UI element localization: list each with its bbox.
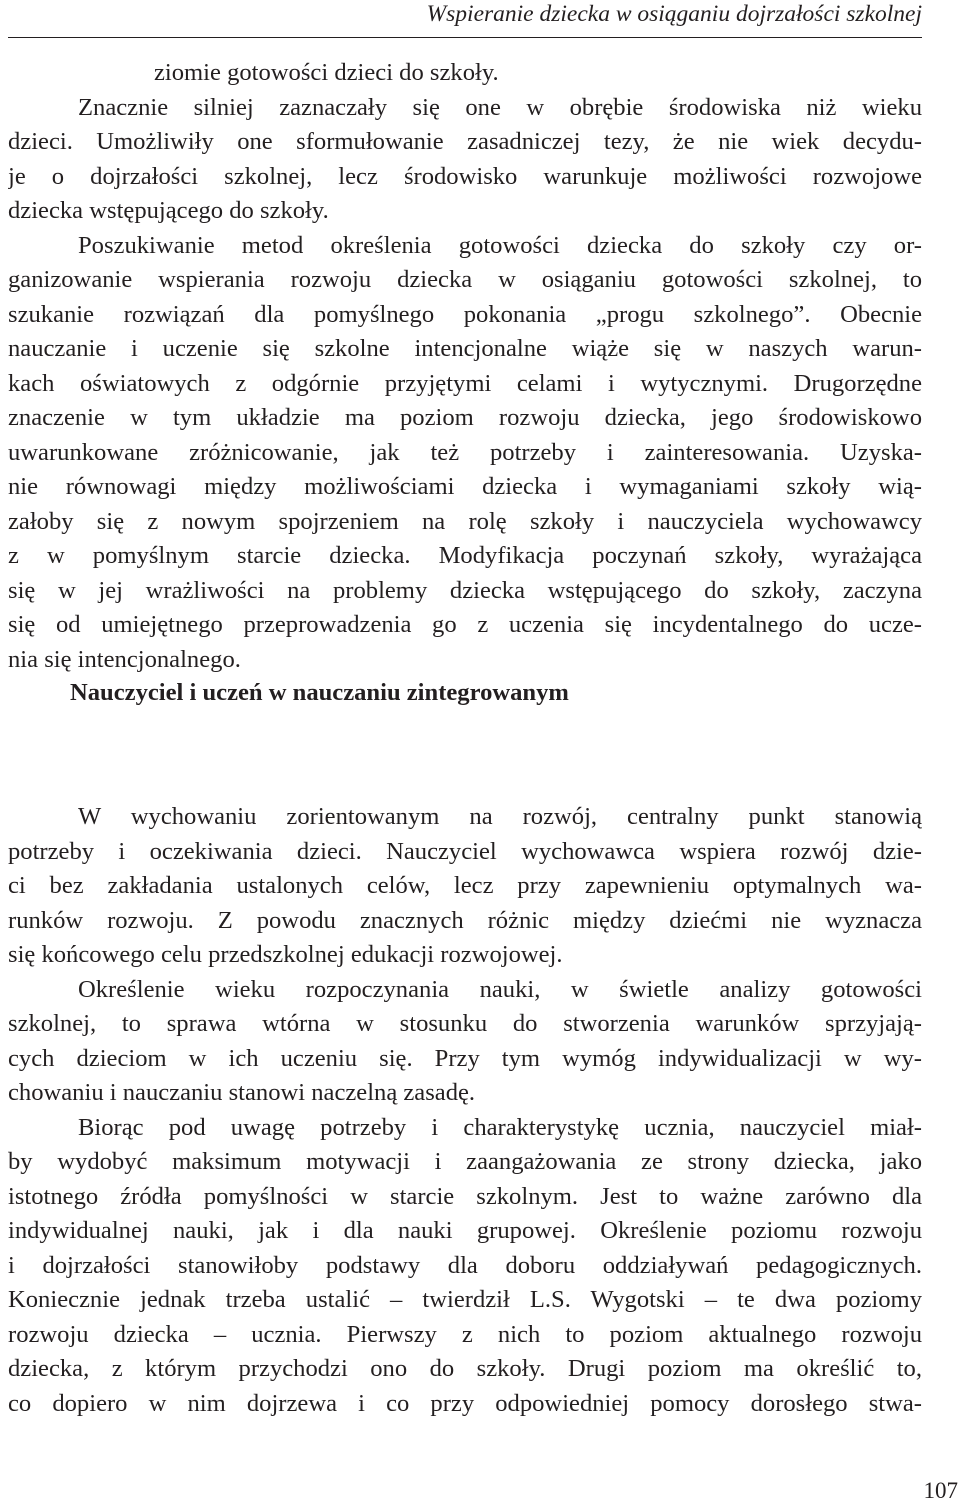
text-line: ziomie gotowości dzieci do szkoły. xyxy=(154,59,499,86)
text-line: cych dzieciom w ich uczeniu się. Przy tym wymóg indywidualizacji w wy- xyxy=(8,1044,922,1072)
text-line: szkolnej, to sprawa wtórna w stosunku do stworzenia warunków sprzyjają- xyxy=(8,1010,922,1037)
text-line: Poszukiwanie metod określenia gotowości dziecka do szkoły czy or- xyxy=(78,231,922,259)
text-line: Określenie wieku rozpoczynania nauki, w świetle analizy gotowości xyxy=(78,975,922,1003)
paragraph xyxy=(8,973,922,1111)
text-line: szukanie rozwiązań dla pomyślnego pokonania „progu szkolnego”. Obecnie xyxy=(8,300,922,328)
text-line: Koniecznie jednak trzeba ustalić – twierdził L.S. Wygotski – te dwa poziomy xyxy=(8,1286,922,1313)
text-line: ganizowanie wspierania rozwoju dziecka w osiąganiu gotowości szkolnej, to xyxy=(8,266,922,293)
paragraph xyxy=(8,229,922,678)
text-line: ci bez zakładania ustalonych celów, lecz przy zapewnieniu optymalnych wa- xyxy=(8,872,922,899)
text-line: rozwoju dziecka – ucznia. Pierwszy z nich to poziom aktualnego rozwoju xyxy=(8,1320,922,1348)
text-line: się od umiejętnego przeprowadzenia go z uczenia się incydentalnego do ucze- xyxy=(8,611,922,638)
text-line: się końcowego celu przedszkolnej edukacji rozwojowej. xyxy=(8,941,563,968)
body-text-top xyxy=(8,56,922,677)
body-text-bottom xyxy=(8,800,922,1421)
text-line: z w pomyślnym starcie dziecka. Modyfikacja poczynań szkoły, wyrażająca xyxy=(8,542,922,569)
text-line: chowaniu i nauczaniu stanowi naczelną zasadę. xyxy=(8,1079,476,1106)
text-line: Biorąc pod uwagę potrzeby i charakterystykę ucznia, nauczyciel miał- xyxy=(78,1113,922,1141)
text-line: nie równowagi między możliwościami dziecka i wymaganiami szkoły wią- xyxy=(8,473,922,500)
text-line: kach oświatowych z odgórnie przyjętymi celami i wytycznymi. Drugorzędne xyxy=(8,369,922,397)
text-line: nia się intencjonalnego. xyxy=(8,645,241,673)
paragraph xyxy=(8,91,922,229)
text-line: Znacznie silniej zaznaczały się one w obrębie środowiska niż wieku xyxy=(78,93,922,121)
text-line: indywidualnej nauki, jak i dla nauki grupowej. Określenie poziomu rozwoju xyxy=(8,1217,922,1244)
text-line: je o dojrzałości szkolnej, lecz środowisko warunkuje możliwości rozwojowe xyxy=(8,162,922,190)
text-line: by wydobyć maksimum motywacji i zaangażowania ze strony dziecka, jako xyxy=(8,1148,922,1175)
text-line: dziecka wstępującego do szkoły. xyxy=(8,197,329,224)
page-number: 107 xyxy=(923,1478,958,1503)
paragraph-continuation xyxy=(8,56,922,91)
section-heading: Nauczyciel i uczeń w nauczaniu zintegrowanym xyxy=(70,679,569,706)
running-header: Wspieranie dziecka w osiąganiu dojrzałości szkolnej xyxy=(426,1,922,27)
header-rule xyxy=(8,37,922,38)
text-line: znaczenie w tym układzie ma poziom rozwoju dziecka, jego środowiskowo xyxy=(8,404,922,431)
text-line: i dojrzałości stanowiłoby podstawy dla doboru oddziaływań pedagogicznych. xyxy=(8,1251,922,1279)
text-line: nauczanie i uczenie się szkolne intencjonalne wiąże się w naszych warun- xyxy=(8,335,922,362)
text-line: runków rozwoju. Z powodu znacznych różnic między dziećmi nie wyznacza xyxy=(8,906,922,934)
text-line: W wychowaniu zorientowanym na rozwój, centralny punkt stanowią xyxy=(78,803,922,830)
paragraph xyxy=(8,800,922,973)
text-line: istotnego źródła pomyślności w starcie szkolnym. Jest to ważne zarówno dla xyxy=(8,1182,922,1210)
text-line: co dopiero w nim dojrzewa i co przy odpowiedniej pomocy dorosłego stwa- xyxy=(8,1389,922,1417)
text-line: się w jej wrażliwości na problemy dziecka wstępującego do szkoły, zaczyna xyxy=(8,576,922,604)
text-line: dzieci. Umożliwiły one sformułowanie zasadniczej tezy, że nie wiek decydu- xyxy=(8,128,922,155)
text-line: uwarunkowane zróżnicowanie, jak też potrzeby i zainteresowania. Uzyska- xyxy=(8,438,922,466)
text-line: załoby się z nowym spojrzeniem na rolę szkoły i nauczyciela wychowawcy xyxy=(8,507,922,535)
text-line: potrzeby i oczekiwania dzieci. Nauczyciel wychowawca wspiera rozwój dzie- xyxy=(8,837,922,865)
paragraph xyxy=(8,1111,922,1422)
text-line: dziecka, z którym przychodzi ono do szkoły. Drugi poziom ma określić to, xyxy=(8,1355,922,1382)
